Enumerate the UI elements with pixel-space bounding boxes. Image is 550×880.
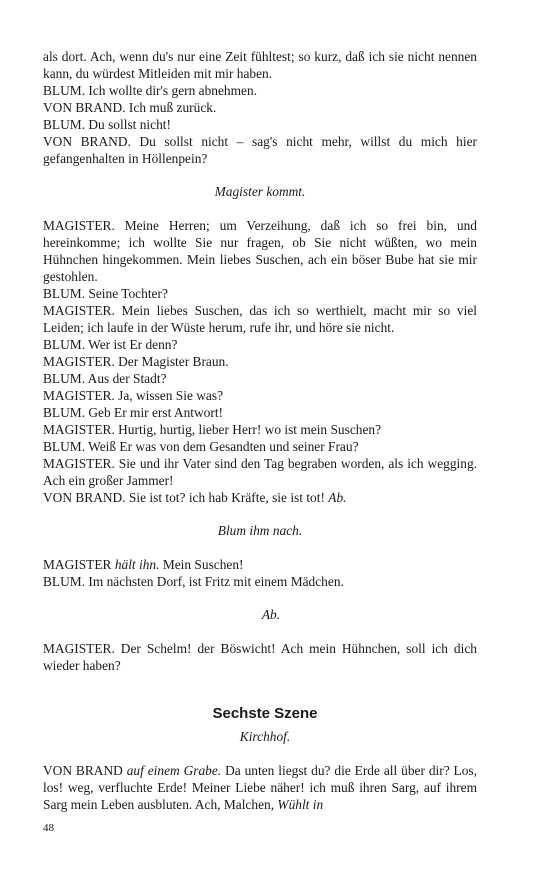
inline-direction: hält ihn. [114,557,160,572]
dialogue-line: VON BRAND. Ich muß zurück. [43,100,217,115]
dialogue-line: BLUM. Seine Tochter? [43,286,168,301]
stage-direction: Magister kommt. [214,184,306,199]
stage-direction: Ab. [261,607,281,622]
scene-location: Kirchhof. [239,729,291,744]
dialogue-line [43,489,477,506]
dialogue-line: BLUM. Wer ist Er denn? [43,337,178,352]
dialogue-line: MAGISTER. Der Schelm! der Böswicht! Ach mein Hühnchen, soll ich dich wieder haben? [43,641,477,673]
stage-direction: Blum ihm nach. [217,523,303,538]
dialogue-line: als dort. Ach, wenn du's nur eine Zeit fühltest; so kurz, daß ich sie nicht nennen kann, du würdest Mitleiden mit mir haben. [43,49,477,81]
dialogue-line: BLUM. Aus der Stadt? [43,371,167,386]
exit-direction: Ab. [328,490,347,505]
dialogue-line: BLUM. Geb Er mir erst Antwort! [43,405,224,420]
page-body [43,48,477,813]
dialogue-text: Mein Suschen! [162,557,244,572]
inline-direction: auf einem Grabe. [126,763,222,778]
speaker: MAGISTER [43,557,112,572]
dialogue-text: VON BRAND. Sie ist tot? ich hab Kräfte, sie ist tot! [43,490,325,505]
inline-direction: Wühlt in [277,797,324,812]
dialogue-line: MAGISTER. Sie und ihr Vater sind den Tag begraben worden, als ich wegging. Ach ein großer Jammer! [43,456,477,488]
dialogue-line: MAGISTER. Ja, wissen Sie was? [43,388,224,403]
dialogue-line: VON BRAND. Du sollst nicht – sag's nicht mehr, willst du mich hier gefangenhalten in Höllenpein? [43,134,477,166]
dialogue-text: Da unten liegst du? die Erde all über dir? Los, los! weg, verfluchte Erde! Meiner Liebe näher! ich muß ihren Sarg, auf ihrem Sarg mein Leben ausbluten. Ach, Malchen, [43,763,477,812]
page-number: 48 [43,822,54,834]
dialogue-line: BLUM. Du sollst nicht! [43,117,171,132]
dialogue-line: BLUM. Ich wollte dir's gern abnehmen. [43,83,258,98]
dialogue-line: MAGISTER. Hurtig, hurtig, lieber Herr! wo ist mein Suschen? [43,422,382,437]
dialogue-line [43,762,477,813]
dialogue-line: BLUM. Im nächsten Dorf, ist Fritz mit einem Mädchen. [43,574,344,589]
dialogue-line: MAGISTER. Der Magister Braun. [43,354,229,369]
dialogue-line: MAGISTER. Mein liebes Suschen, das ich so werthielt, macht mir so viel Leiden; ich laufe in der Wüste herum, rufe ihr, und höre sie nicht. [43,303,477,335]
dialogue-line [43,556,477,573]
dialogue-line: MAGISTER. Meine Herren; um Verzeihung, daß ich so frei bin, und hereinkomme; ich wollte Sie nur fragen, ob Sie nicht wüßten, wo mein Hühnchen hingekommen. Mein liebes Suschen, ach ein böser Bube hat sie mir gestohlen. [43,218,477,284]
scene-heading: Sechste Szene [212,705,318,722]
dialogue-line: BLUM. Weiß Er was von dem Gesandten und seiner Frau? [43,439,359,454]
speaker: VON BRAND [43,763,123,778]
